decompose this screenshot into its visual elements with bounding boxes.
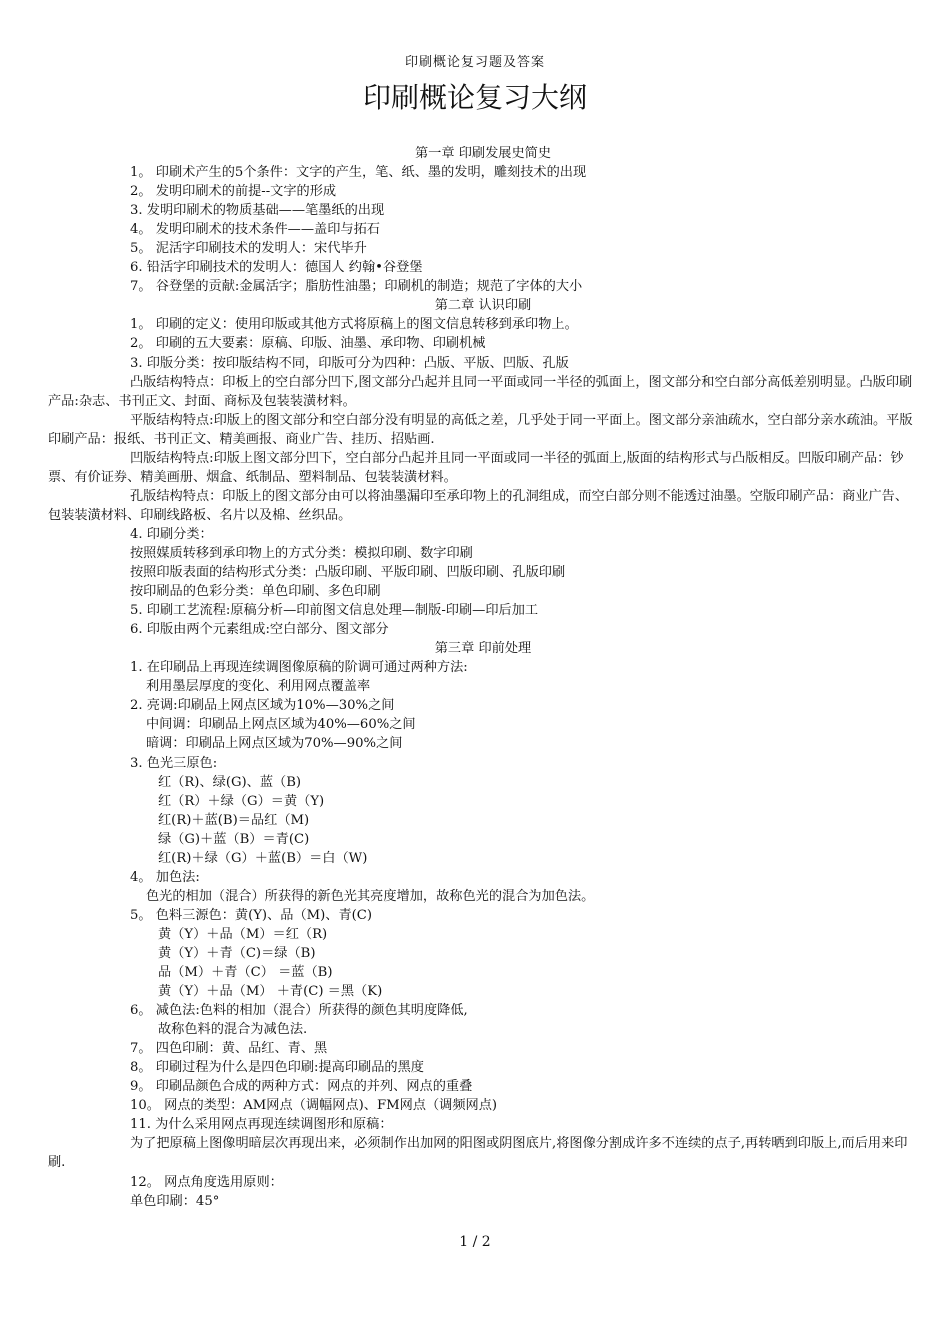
text-line: 5。 色料三源色：黄(Y)、品（M)、青(C) — [130, 907, 373, 923]
text-line: 按照印版表面的结构形式分类：凸版印刷、平版印刷、凹版印刷、孔版印刷 — [130, 565, 566, 581]
text-line: 4。 加色法: — [130, 869, 200, 885]
text-line: 11. 为什么采用网点再现连续调图形和原稿： — [130, 1117, 393, 1133]
document-title: 印刷概论复习大纲 — [362, 81, 587, 114]
text-line: 10。 网点的类型：AM网点（调幅网点)、FM网点（调频网点) — [130, 1098, 498, 1114]
text-line: 12。 网点角度选用原则： — [130, 1174, 283, 1190]
text-line: 3. 色光三原色: — [130, 755, 218, 771]
text-line: 色光的相加（混合）所获得的新色光其亮度增加，故称色光的混合为加色法。 — [146, 888, 595, 904]
text-line: 按印刷品的色彩分类：单色印刷、多色印刷 — [130, 584, 381, 600]
text-line: 红(R)＋绿（G）＋蓝(B）＝白（W) — [158, 850, 368, 866]
text-line: 6。 减色法:色料的相加（混合）所获得的颜色其明度降低, — [130, 1003, 468, 1019]
text-line: 7。 四色印刷：黄、品红、青、黑 — [130, 1041, 328, 1057]
text-line: 6. 印版由两个元素组成:空白部分、图文部分 — [130, 622, 389, 638]
text-line: 中间调：印刷品上网点区域为40%—60%之间 — [146, 717, 416, 733]
paragraph: 孔版结构特点：印版上的图文部分由可以将油墨漏印至承印物上的孔洞组成，而空白部分则不能透过油墨。空版印刷产品：商业广告、包装装潢材料、印刷线路板、名片以及棉、丝织品。 — [48, 488, 909, 523]
text-line: 红（R）＋绿（G）＝黄（Y) — [158, 793, 325, 809]
text-line: 黄（Y）＋品（M） ＋青(C) ＝黑（K) — [158, 984, 383, 1000]
chapter-heading: 第三章 印前处理 — [434, 641, 532, 657]
text-line: 黄（Y）＋品（M）＝红（R) — [158, 926, 328, 942]
paragraph: 凸版结构特点：印板上的空白部分凹下,图文部分凸起并且同一平面或同一半径的弧面上，图文部分和空白部分高低差别明显。凸版印刷产品:杂志、书刊正文、封面、商标及包装装潢材料。 — [48, 374, 913, 409]
text-line: 5。 泥活字印刷技术的发明人：宋代毕升 — [130, 241, 367, 257]
chapter-heading: 第二章 认识印刷 — [434, 298, 532, 314]
text-line: 9。 印刷品颜色合成的两种方式：网点的并列、网点的重叠 — [130, 1079, 473, 1095]
text-line: 黄（Y）＋青（C)＝绿（B) — [158, 945, 316, 961]
page-number: 1 / 2 — [459, 1234, 491, 1250]
text-line: 单色印刷：45° — [130, 1193, 220, 1209]
text-line: 4。 发明印刷术的技术条件——盖印与拓石 — [130, 222, 380, 238]
text-line: 3. 发明印刷术的物质基础——笔墨纸的出现 — [130, 203, 385, 219]
text-line: 绿（G)＋蓝（B）＝青(C) — [158, 831, 310, 847]
text-line: 1. 在印刷品上再现连续调图像原稿的阶调可通过两种方法: — [130, 660, 468, 676]
text-line: 利用墨层厚度的变化、利用网点覆盖率 — [146, 679, 371, 695]
text-line: 2. 亮调:印刷品上网点区域为10%—30%之间 — [130, 698, 395, 714]
text-line: 7。 谷登堡的贡献:金属活字；脂肪性油墨；印刷机的制造；规范了字体的大小 — [130, 279, 583, 295]
text-line: 红（R)、绿(G)、蓝（B) — [158, 774, 302, 790]
chapter-heading: 第一章 印刷发展史简史 — [414, 146, 552, 161]
text-line: 5. 印刷工艺流程:原稿分析—印前图文信息处理—制版-印刷—印后加工 — [130, 603, 539, 619]
running-header: 印刷概论复习题及答案 — [404, 55, 545, 70]
document-body — [48, 144, 918, 1211]
text-line: 品（M）＋青（C） ＝蓝（B) — [158, 965, 333, 981]
paragraph: 为了把原稿上图像明暗层次再现出来，必须制作出加网的阳图或阴图底片,将图像分割成许多不连续的点子,再转晒到印版上,而后用来印刷. — [48, 1136, 908, 1171]
text-line: 3. 印版分类：按印版结构不同，印版可分为四种：凸版、平版、凹版、孔版 — [130, 355, 569, 371]
text-line: 2。 印刷的五大要素：原稿、印版、油墨、承印物、印刷机械 — [130, 336, 486, 352]
text-line: 4. 印刷分类： — [130, 526, 213, 542]
text-line: 1。 印刷术产生的5个条件：文字的产生，笔、纸、墨的发明，雕刻技术的出现 — [130, 165, 587, 181]
paragraph: 凹版结构特点:印版上图文部分凹下，空白部分凸起并且同一平面或同一半径的弧面上,版面的结构形式与凸版相反。凹版印刷产品：钞票、有价证券、精美画册、烟盒、纸制品、塑料制品、包装装潢材料。 — [48, 450, 904, 485]
paragraph: 平版结构特点:印版上的图文部分和空白部分没有明显的高低之差，几乎处于同一平面上。图文部分亲油疏水，空白部分亲水疏油。平版印刷产品：报纸、书刊正文、精美画报、商业广告、挂历、招贴画. — [48, 412, 913, 447]
text-line: 2。 发明印刷术的前提--文字的形成 — [130, 184, 337, 200]
text-line: 暗调：印刷品上网点区域为70%—90%之间 — [146, 736, 403, 752]
text-line: 8。 印刷过程为什么是四色印刷:提高印刷品的黑度 — [130, 1060, 424, 1076]
text-line: 1。 印刷的定义：使用印版或其他方式将原稿上的图文信息转移到承印物上。 — [130, 317, 578, 333]
text-line: 故称色料的混合为减色法. — [158, 1022, 308, 1038]
text-line: 按照媒质转移到承印物上的方式分类：模拟印刷、数字印刷 — [130, 545, 473, 561]
text-line: 红(R)＋蓝(B)＝品红（M) — [158, 812, 310, 828]
text-line: 6. 铅活字印刷技术的发明人：德国人 约翰•谷登堡 — [130, 260, 423, 276]
